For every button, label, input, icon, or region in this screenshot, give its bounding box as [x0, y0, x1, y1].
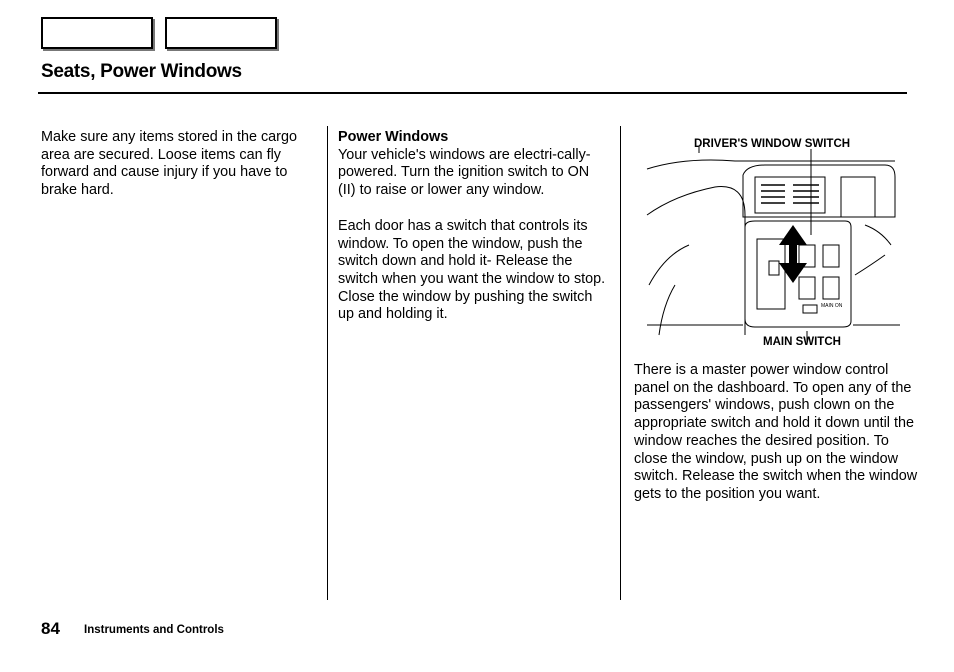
- cargo-warning-text: Make sure any items stored in the cargo area are secured. Loose items can fly forward and cause injury if you have to brake hard.: [41, 129, 297, 199]
- power-windows-paragraph-1: Your vehicle's windows are electri-cally-powered. Turn the ignition switch to ON (II) to raise or lower any window.: [338, 146, 591, 199]
- column-divider-2: [620, 126, 621, 600]
- main-on-mark: MAIN ON: [821, 303, 843, 309]
- window-switch-illustration: [645, 135, 907, 355]
- section-name: Instruments and Controls: [84, 624, 224, 636]
- right-column: [634, 362, 919, 504]
- title-divider: [38, 92, 907, 94]
- main-switch-label: MAIN SWITCH: [763, 336, 841, 348]
- drivers-window-switch-label: DRIVER'S WINDOW SWITCH: [694, 138, 851, 150]
- power-windows-paragraph-2: Each door has a switch that controls its window. To open the window, push the switch down and hold it- Release the switch when you want the window to stop. Close the window by pushing the switch up and holding it.: [338, 217, 606, 323]
- dashboard-switch-drawing: [645, 135, 907, 355]
- nav-tab-box-2[interactable]: [165, 17, 277, 49]
- arrow-down-icon: [779, 247, 807, 283]
- middle-column: [338, 129, 610, 324]
- left-column: [41, 129, 316, 200]
- power-windows-heading: Power Windows: [338, 129, 449, 145]
- master-panel-text: There is a master power window control panel on the dashboard. To open any of the passengers' windows, push clown on the appropriate switch and hold it down until the window reaches the desired position. To close the window, push up on the window switch. Release the switch when the window gets to the position you want.: [634, 362, 918, 502]
- nav-tab-box-1[interactable]: [41, 17, 153, 49]
- page-number: 84: [41, 619, 60, 638]
- column-divider-1: [327, 126, 328, 600]
- page-title: Seats, Power Windows: [41, 61, 242, 82]
